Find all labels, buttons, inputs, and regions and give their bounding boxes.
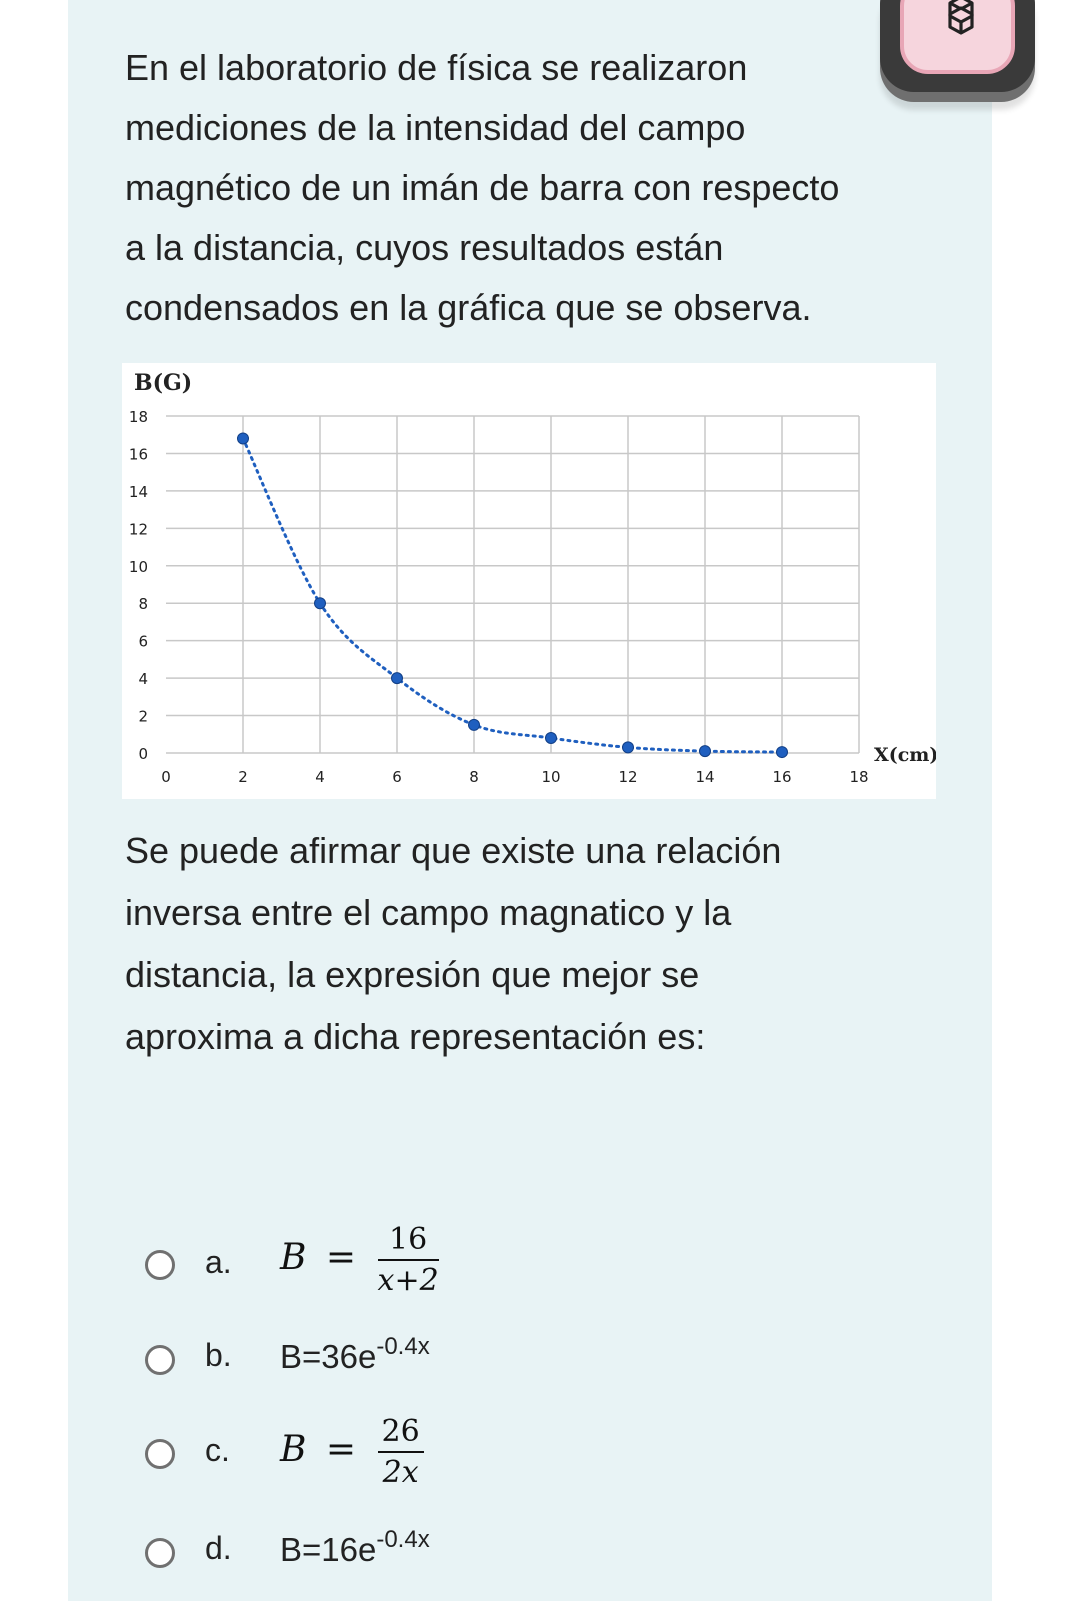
formula-fraction: [378, 1222, 439, 1298]
formula-exponent: -0.4x: [376, 1333, 430, 1360]
x-tick-label: 10: [541, 768, 561, 786]
x-tick-label: 2: [238, 768, 248, 786]
question-line: a la distancia, cuyos resultados están: [125, 227, 724, 268]
y-tick-label: 2: [138, 707, 148, 726]
formula-equals: =: [325, 1429, 357, 1470]
x-axis-label: X(cm): [874, 744, 936, 766]
option-a-radio[interactable]: [145, 1250, 175, 1280]
data-point: [777, 747, 788, 758]
fraction-numerator: 16: [378, 1222, 439, 1261]
y-tick-label: 14: [128, 482, 148, 501]
fraction-numerator: 26: [378, 1414, 424, 1453]
option-b-letter: b.: [205, 1337, 232, 1373]
option-a-letter: a.: [205, 1244, 232, 1280]
x-tick-label: 6: [392, 768, 402, 786]
formula-lhs: B: [280, 1237, 307, 1278]
question-line: En el laboratorio de física se realizaron: [125, 47, 748, 88]
option-b[interactable]: [145, 1325, 845, 1395]
data-point: [238, 433, 249, 444]
trendline: [243, 438, 782, 752]
y-tick-label: 18: [128, 408, 148, 426]
y-tick-label: 6: [138, 632, 148, 651]
y-tick-label: 4: [138, 670, 148, 689]
option-d-radio[interactable]: [145, 1538, 175, 1568]
follow-up-line: inversa entre el campo magnatico y la: [125, 892, 732, 933]
option-c-formula: [280, 1414, 424, 1490]
option-b-formula: [280, 1333, 430, 1376]
x-tick-label: 0: [161, 768, 171, 786]
chatgpt-logo-icon: [938, 0, 984, 38]
option-d-formula: [280, 1526, 430, 1569]
x-tick-label: 4: [315, 768, 325, 786]
option-a-formula: [280, 1222, 439, 1298]
question-line: magnético de un imán de barra con respecto: [125, 167, 840, 208]
data-point: [469, 719, 480, 730]
option-c[interactable]: [145, 1414, 845, 1490]
data-point: [315, 598, 326, 609]
option-d-letter: d.: [205, 1530, 232, 1566]
y-tick-label: 12: [128, 520, 148, 539]
follow-up-line: Se puede afirmar que existe una relación: [125, 830, 782, 871]
formula-base: B=36e: [280, 1338, 377, 1375]
y-tick-label: 8: [138, 595, 148, 614]
question-text: [125, 38, 945, 338]
formula-base: B=16e: [280, 1531, 377, 1568]
follow-up-line: aproxima a dicha representación es:: [125, 1016, 706, 1057]
formula-fraction: [378, 1414, 424, 1490]
data-point: [546, 733, 557, 744]
formula-lhs: B: [280, 1429, 307, 1470]
fraction-denominator: x+2: [377, 1263, 439, 1298]
option-d[interactable]: [145, 1518, 845, 1588]
x-tick-label: 16: [772, 768, 792, 786]
follow-up-line: distancia, la expresión que mejor se: [125, 954, 700, 995]
option-b-radio[interactable]: [145, 1345, 175, 1375]
x-tick-label: 12: [618, 768, 638, 786]
follow-up-text: [125, 820, 945, 1068]
formula-equals: =: [325, 1237, 357, 1278]
question-line: condensados en la gráfica que se observa.: [125, 287, 812, 328]
question-line: mediciones de la intensidad del campo: [125, 107, 746, 148]
option-c-letter: c.: [205, 1432, 230, 1468]
x-tick-label: 8: [469, 768, 479, 786]
y-axis-label: B(G): [134, 370, 193, 396]
option-c-radio[interactable]: [145, 1439, 175, 1469]
magnetic-field-chart: [122, 363, 936, 799]
formula-exponent: -0.4x: [376, 1526, 430, 1553]
y-tick-label: 16: [128, 445, 148, 464]
option-a[interactable]: [145, 1222, 845, 1298]
x-tick-label: 14: [695, 768, 715, 786]
y-tick-label: 0: [138, 745, 148, 763]
data-point: [392, 673, 403, 684]
y-tick-label: 10: [128, 557, 148, 576]
chart-panel: [122, 363, 936, 799]
data-point: [700, 746, 711, 757]
data-point: [623, 742, 634, 753]
x-tick-label: 18: [849, 768, 869, 786]
fraction-denominator: 2x: [382, 1455, 419, 1490]
